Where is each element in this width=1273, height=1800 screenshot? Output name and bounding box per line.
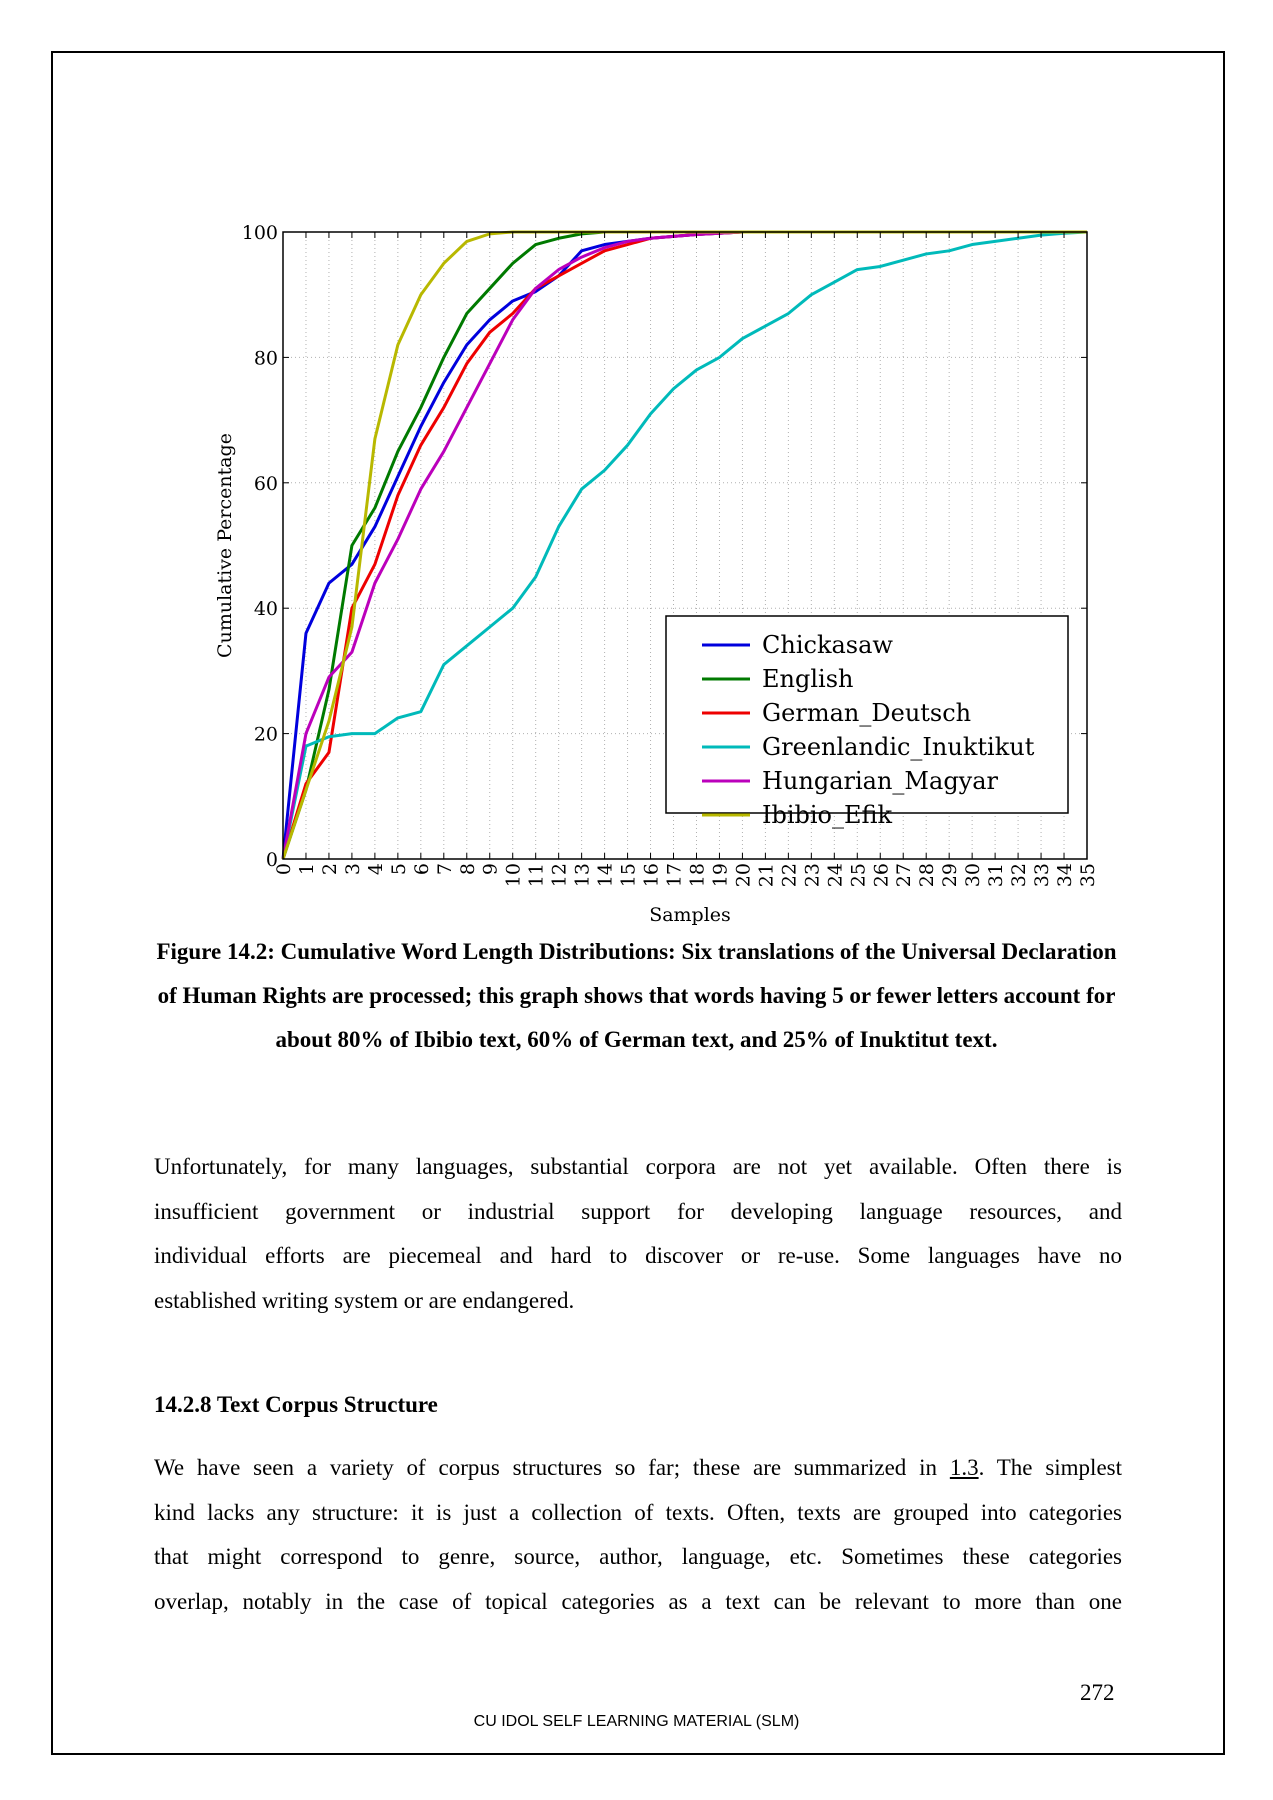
legend-label: Greenlandic_Inuktikut — [762, 733, 1035, 761]
y-tick-label: 20 — [253, 723, 278, 746]
line-text: We have seen a variety of corpus structures so far; these are summarized in — [154, 1455, 950, 1480]
section-heading: 14.2.8 Text Corpus Structure — [154, 1392, 438, 1417]
x-tick-label: 3 — [341, 863, 364, 876]
paragraph-line: individual efforts are piecemeal and hard to discover or re-use. Some languages have no — [154, 1243, 1122, 1268]
x-tick-label: 18 — [686, 863, 709, 888]
paragraph-line: overlap, notably in the case of topical categories as a text can be relevant to more than one — [154, 1588, 1122, 1614]
x-tick-label: 19 — [709, 863, 732, 888]
x-tick-label: 13 — [571, 863, 594, 888]
x-tick-label: 2 — [318, 863, 341, 876]
x-tick-label: 4 — [364, 863, 387, 876]
y-tick-label: 60 — [253, 472, 278, 495]
legend-label: English — [762, 665, 854, 693]
x-tick-label: 23 — [801, 863, 824, 888]
x-tick-label: 28 — [916, 863, 939, 888]
line-text: . The simplest — [978, 1455, 1122, 1480]
paragraph-line: kind lacks any structure: it is just a collection of texts. Often, texts are grouped into categories — [154, 1499, 1122, 1525]
x-tick-label: 27 — [893, 863, 916, 888]
x-tick-label: 22 — [778, 863, 801, 888]
page-number: 272 — [1080, 1680, 1115, 1705]
y-axis-label: Cumulative Percentage — [214, 433, 236, 658]
x-tick-label: 14 — [594, 863, 617, 888]
footer-text: CU IDOL SELF LEARNING MATERIAL (SLM) — [473, 1713, 800, 1730]
x-tick-label: 30 — [962, 863, 985, 888]
y-tick-label: 100 — [241, 222, 278, 244]
x-tick-label: 25 — [847, 863, 870, 888]
x-tick-label: 0 — [273, 863, 295, 876]
legend-label: Ibibio_Efik — [762, 801, 893, 829]
y-tick-label: 40 — [253, 598, 278, 621]
paragraph-corpora-availability — [154, 1145, 1122, 1323]
x-tick-label: 33 — [1031, 863, 1054, 888]
x-tick-label: 10 — [502, 863, 525, 888]
x-tick-label: 24 — [824, 863, 847, 888]
x-tick-label: 7 — [433, 863, 456, 876]
figure-caption: Figure 14.2: Cumulative Word Length Distributions: Six translations of the Universal Declaration of Human Rights are processed; this graph shows that words having 5 or fewer letters account for about 80% of Ibibio text, 60% of German text, and 25% of Inuktitut text. — [156, 939, 1117, 1052]
x-axis-label: Samples — [649, 904, 731, 926]
legend-label: German_Deutsch — [762, 699, 972, 727]
x-tick-label: 35 — [1077, 863, 1099, 888]
paragraph-line: insufficient government or industrial support for developing language resources, and — [154, 1198, 1122, 1224]
x-tick-label: 5 — [387, 863, 410, 876]
x-tick-label: 6 — [410, 863, 433, 876]
paragraph-line: that might correspond to genre, source, author, language, etc. Sometimes these categories — [154, 1544, 1122, 1569]
x-tick-label: 17 — [663, 863, 686, 888]
x-tick-label: 26 — [870, 863, 893, 888]
x-tick-label: 21 — [755, 863, 778, 888]
x-tick-label: 11 — [525, 863, 548, 888]
y-tick-label: 80 — [253, 347, 278, 370]
legend-label: Hungarian_Magyar — [762, 767, 999, 795]
legend-label: Chickasaw — [762, 631, 893, 659]
x-tick-label: 12 — [548, 863, 571, 888]
x-tick-label: 34 — [1054, 863, 1077, 888]
paragraph-line: established writing system or are endangered. — [154, 1287, 575, 1313]
x-tick-label: 20 — [732, 863, 755, 888]
x-tick-label: 29 — [939, 863, 962, 888]
x-tick-label: 8 — [456, 863, 479, 876]
section-link-1-3[interactable]: 1.3 — [949, 1455, 979, 1480]
y-tick-label: 0 — [265, 849, 278, 871]
x-tick-label: 31 — [985, 863, 1008, 888]
paragraph-corpus-structure — [154, 1446, 1122, 1624]
x-tick-label: 16 — [640, 863, 663, 888]
x-tick-label: 1 — [295, 863, 318, 876]
paragraph-line: Unfortunately, for many languages, substantial corpora are not yet available. Often there is — [154, 1154, 1122, 1179]
x-tick-label: 9 — [479, 863, 502, 876]
paragraph-line — [154, 1446, 1122, 1491]
cumulative-word-length-chart — [200, 215, 1100, 935]
x-tick-label: 32 — [1008, 863, 1031, 888]
x-tick-label: 15 — [617, 863, 640, 888]
